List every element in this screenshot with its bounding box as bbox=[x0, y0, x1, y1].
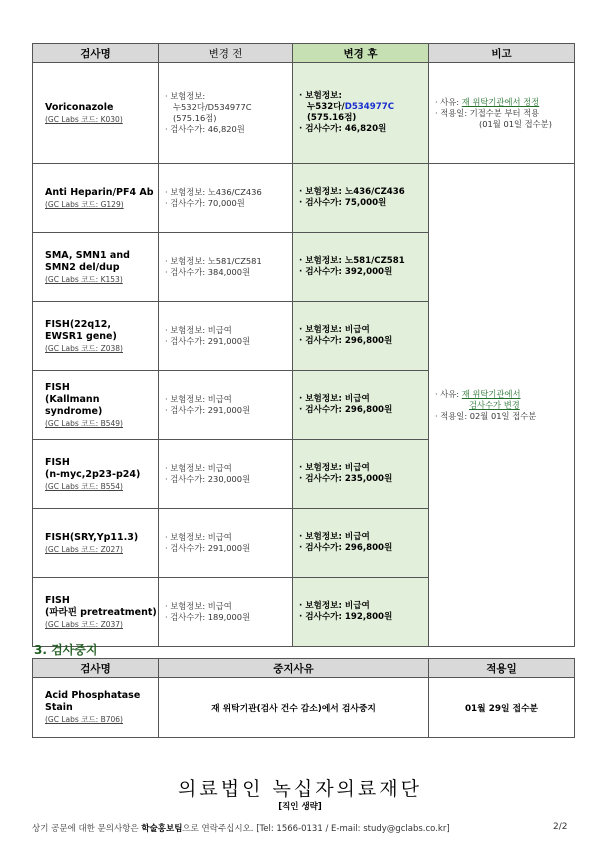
header-note: 비고 bbox=[429, 44, 575, 63]
before-line: · 보험정보: 노436/CZ436 bbox=[165, 187, 262, 197]
table-row bbox=[33, 164, 575, 233]
before-line: · 검사수가: 291,000원 bbox=[165, 336, 251, 346]
test-name-cell bbox=[33, 302, 159, 371]
before-line: · 검사수가: 384,000원 bbox=[165, 267, 251, 277]
note-reason-prefix: · 사유: bbox=[435, 96, 462, 107]
before-cell bbox=[159, 63, 293, 164]
stop-table bbox=[32, 658, 575, 738]
before-line: · 검사수가: 230,000원 bbox=[165, 474, 251, 484]
contact-prefix: 상기 공문에 대한 문의사항은 bbox=[32, 824, 142, 834]
test-code: (GC Labs 코드: K153) bbox=[45, 274, 123, 284]
page-number: 2/2 bbox=[553, 822, 568, 832]
before-line: · 보험정보: 비급여 bbox=[165, 463, 232, 473]
test-name: Stain bbox=[45, 702, 73, 713]
test-name: (파라핀 pretreatment) bbox=[45, 606, 157, 618]
after-text: · 검사수가: 392,000원 bbox=[299, 267, 393, 277]
after-line bbox=[299, 394, 428, 405]
before-cell bbox=[159, 233, 293, 302]
note-cell bbox=[429, 164, 575, 647]
change-table-header bbox=[33, 44, 575, 63]
before-line: · 보험정보: bbox=[165, 91, 206, 101]
note-reason-prefix: · 사유: bbox=[435, 388, 462, 399]
note-cell bbox=[429, 63, 575, 164]
after-text: · 검사수가: 75,000원 bbox=[299, 198, 387, 208]
test-name: Anti Heparin/PF4 Ab bbox=[45, 186, 154, 198]
test-name-cell bbox=[33, 371, 159, 440]
test-name: FISH bbox=[45, 594, 70, 606]
after-text: · 보험정보: 노436/CZ436 bbox=[299, 187, 405, 197]
test-name: (Kallmann syndrome) bbox=[45, 393, 103, 417]
before-cell bbox=[159, 164, 293, 233]
after-cell bbox=[293, 578, 429, 647]
test-name: FISH bbox=[45, 381, 70, 393]
test-name: Acid Phosphatase bbox=[45, 690, 141, 701]
test-name: FISH(22q12, bbox=[45, 318, 112, 330]
after-line bbox=[299, 405, 428, 416]
after-cell bbox=[293, 164, 429, 233]
stop-table-header bbox=[33, 659, 575, 678]
note-date: (01월 01일 접수분) bbox=[479, 118, 552, 129]
after-cell bbox=[293, 233, 429, 302]
stop-header-test-name: 검사명 bbox=[33, 659, 159, 678]
after-text: · 보험정보: 비급여 bbox=[299, 394, 370, 404]
after-text: · 검사수가: 296,800원 bbox=[299, 543, 393, 553]
after-line bbox=[299, 198, 428, 209]
after-line bbox=[299, 336, 428, 347]
note-date: · 적용일: 기접수분 부터 적용 bbox=[435, 107, 540, 118]
before-line: · 검사수가: 291,000원 bbox=[165, 543, 251, 553]
after-text: (575.16점) bbox=[307, 113, 357, 123]
header-before: 변경 전 bbox=[159, 44, 293, 63]
test-code: (GC Labs 코드: Z037) bbox=[45, 619, 123, 629]
after-line bbox=[299, 91, 428, 102]
test-name: SMA, SMN1 and bbox=[45, 249, 130, 261]
seal-omitted: [직인 생략] bbox=[278, 802, 322, 812]
after-line bbox=[299, 474, 428, 485]
note-reason-link: 재 위탁기관에서 정정 bbox=[461, 96, 540, 107]
before-line: · 보험정보: 비급여 bbox=[165, 325, 232, 335]
after-line bbox=[299, 532, 428, 543]
section-title-stop: 3. 검사중지 bbox=[34, 643, 98, 657]
note-date: · 적용일: 02월 01일 접수분 bbox=[435, 410, 537, 421]
header-after: 변경 후 bbox=[293, 44, 429, 63]
after-line bbox=[299, 463, 428, 474]
before-line: · 보험정보: 비급여 bbox=[165, 532, 232, 542]
test-name: EWSR1 gene) bbox=[45, 330, 117, 342]
after-text: · 검사수가: 235,000원 bbox=[299, 474, 393, 484]
before-line: · 보험정보: 비급여 bbox=[165, 601, 232, 611]
note-reason-link: 검사수가 변경 bbox=[469, 399, 520, 410]
test-name-cell bbox=[33, 164, 159, 233]
after-cell bbox=[293, 509, 429, 578]
before-cell bbox=[159, 578, 293, 647]
before-cell bbox=[159, 440, 293, 509]
after-line bbox=[299, 187, 428, 198]
note-reason bbox=[435, 97, 574, 108]
after-text: · 보험정보: 비급여 bbox=[299, 463, 370, 473]
test-code: (GC Labs 코드: B549) bbox=[45, 418, 123, 428]
note-reason bbox=[435, 400, 574, 411]
after-cell bbox=[293, 63, 429, 164]
before-line: 누532다/D534977C bbox=[173, 102, 252, 112]
table-row bbox=[33, 63, 575, 164]
test-name: Voriconazole bbox=[45, 101, 114, 113]
contact-suffix: 으로 연락주십시오. [Tel: 1566-0131 / E-mail: study@gclabs.co.kr] bbox=[182, 824, 450, 834]
after-cell bbox=[293, 371, 429, 440]
contact-dept: 학술홍보팀 bbox=[141, 824, 183, 834]
test-name-cell bbox=[33, 63, 159, 164]
test-name-cell bbox=[33, 509, 159, 578]
stop-reason: 재 위탁기관(검사 건수 감소)에서 검사중지 bbox=[159, 678, 429, 738]
after-text: · 보험정보: bbox=[299, 91, 342, 101]
after-line bbox=[299, 102, 428, 113]
before-line: · 검사수가: 189,000원 bbox=[165, 612, 251, 622]
before-line: · 보험정보: 노581/CZ581 bbox=[165, 256, 262, 266]
after-line bbox=[299, 543, 428, 554]
change-table bbox=[32, 43, 575, 647]
after-text: · 보험정보: 비급여 bbox=[299, 325, 370, 335]
test-code: (GC Labs 코드: G129) bbox=[45, 199, 124, 209]
foundation-name: 의료법인 녹십자의료재단 bbox=[178, 778, 422, 800]
before-line: · 검사수가: 291,000원 bbox=[165, 405, 251, 415]
test-name-cell bbox=[33, 440, 159, 509]
test-name: (n-myc,2p23-p24) bbox=[45, 468, 141, 480]
after-line bbox=[299, 124, 428, 135]
stop-header-reason: 중지사유 bbox=[159, 659, 429, 678]
test-code: (GC Labs 코드: B554) bbox=[45, 481, 123, 491]
note-reason-link: 재 위탁기관에서 bbox=[461, 388, 521, 399]
before-line: · 보험정보: 비급여 bbox=[165, 394, 232, 404]
test-name-cell bbox=[33, 233, 159, 302]
before-cell bbox=[159, 509, 293, 578]
after-line bbox=[299, 325, 428, 336]
before-line: · 검사수가: 46,820원 bbox=[165, 124, 245, 134]
before-line: (575.16점) bbox=[173, 113, 217, 123]
test-name-cell bbox=[33, 578, 159, 647]
test-name: FISH(SRY,Yp11.3) bbox=[45, 531, 139, 543]
before-line: · 검사수가: 70,000원 bbox=[165, 198, 245, 208]
after-text: · 검사수가: 46,820원 bbox=[299, 124, 387, 134]
header-test-name: 검사명 bbox=[33, 44, 159, 63]
table-row bbox=[33, 678, 575, 738]
after-text: 누532다/ bbox=[307, 102, 345, 112]
after-cell bbox=[293, 302, 429, 371]
after-text: · 보험정보: 비급여 bbox=[299, 601, 370, 611]
contact-line bbox=[32, 822, 450, 834]
test-code: (GC Labs 코드: Z027) bbox=[45, 544, 123, 554]
stop-header-date: 적용일 bbox=[429, 659, 575, 678]
test-code: (GC Labs 코드: K030) bbox=[45, 114, 123, 124]
after-line bbox=[299, 612, 428, 623]
stop-date: 01월 29일 접수분 bbox=[429, 678, 575, 738]
after-text: · 검사수가: 192,800원 bbox=[299, 612, 393, 622]
test-code: (GC Labs 코드: B706) bbox=[45, 715, 123, 724]
before-cell bbox=[159, 371, 293, 440]
note-reason bbox=[435, 389, 574, 400]
before-cell bbox=[159, 302, 293, 371]
after-text: · 보험정보: 비급여 bbox=[299, 532, 370, 542]
after-text: · 검사수가: 296,800원 bbox=[299, 405, 393, 415]
stop-test-name-cell bbox=[33, 678, 159, 738]
after-line bbox=[299, 267, 428, 278]
after-cell bbox=[293, 440, 429, 509]
after-line bbox=[299, 601, 428, 612]
changed-code: D534977C bbox=[344, 102, 395, 112]
test-name: SMN2 del/dup bbox=[45, 261, 120, 273]
after-line bbox=[299, 113, 428, 124]
after-line bbox=[299, 256, 428, 267]
test-code: (GC Labs 코드: Z038) bbox=[45, 343, 123, 353]
test-name: FISH bbox=[45, 456, 70, 468]
after-text: · 보험정보: 노581/CZ581 bbox=[299, 256, 405, 266]
after-text: · 검사수가: 296,800원 bbox=[299, 336, 393, 346]
